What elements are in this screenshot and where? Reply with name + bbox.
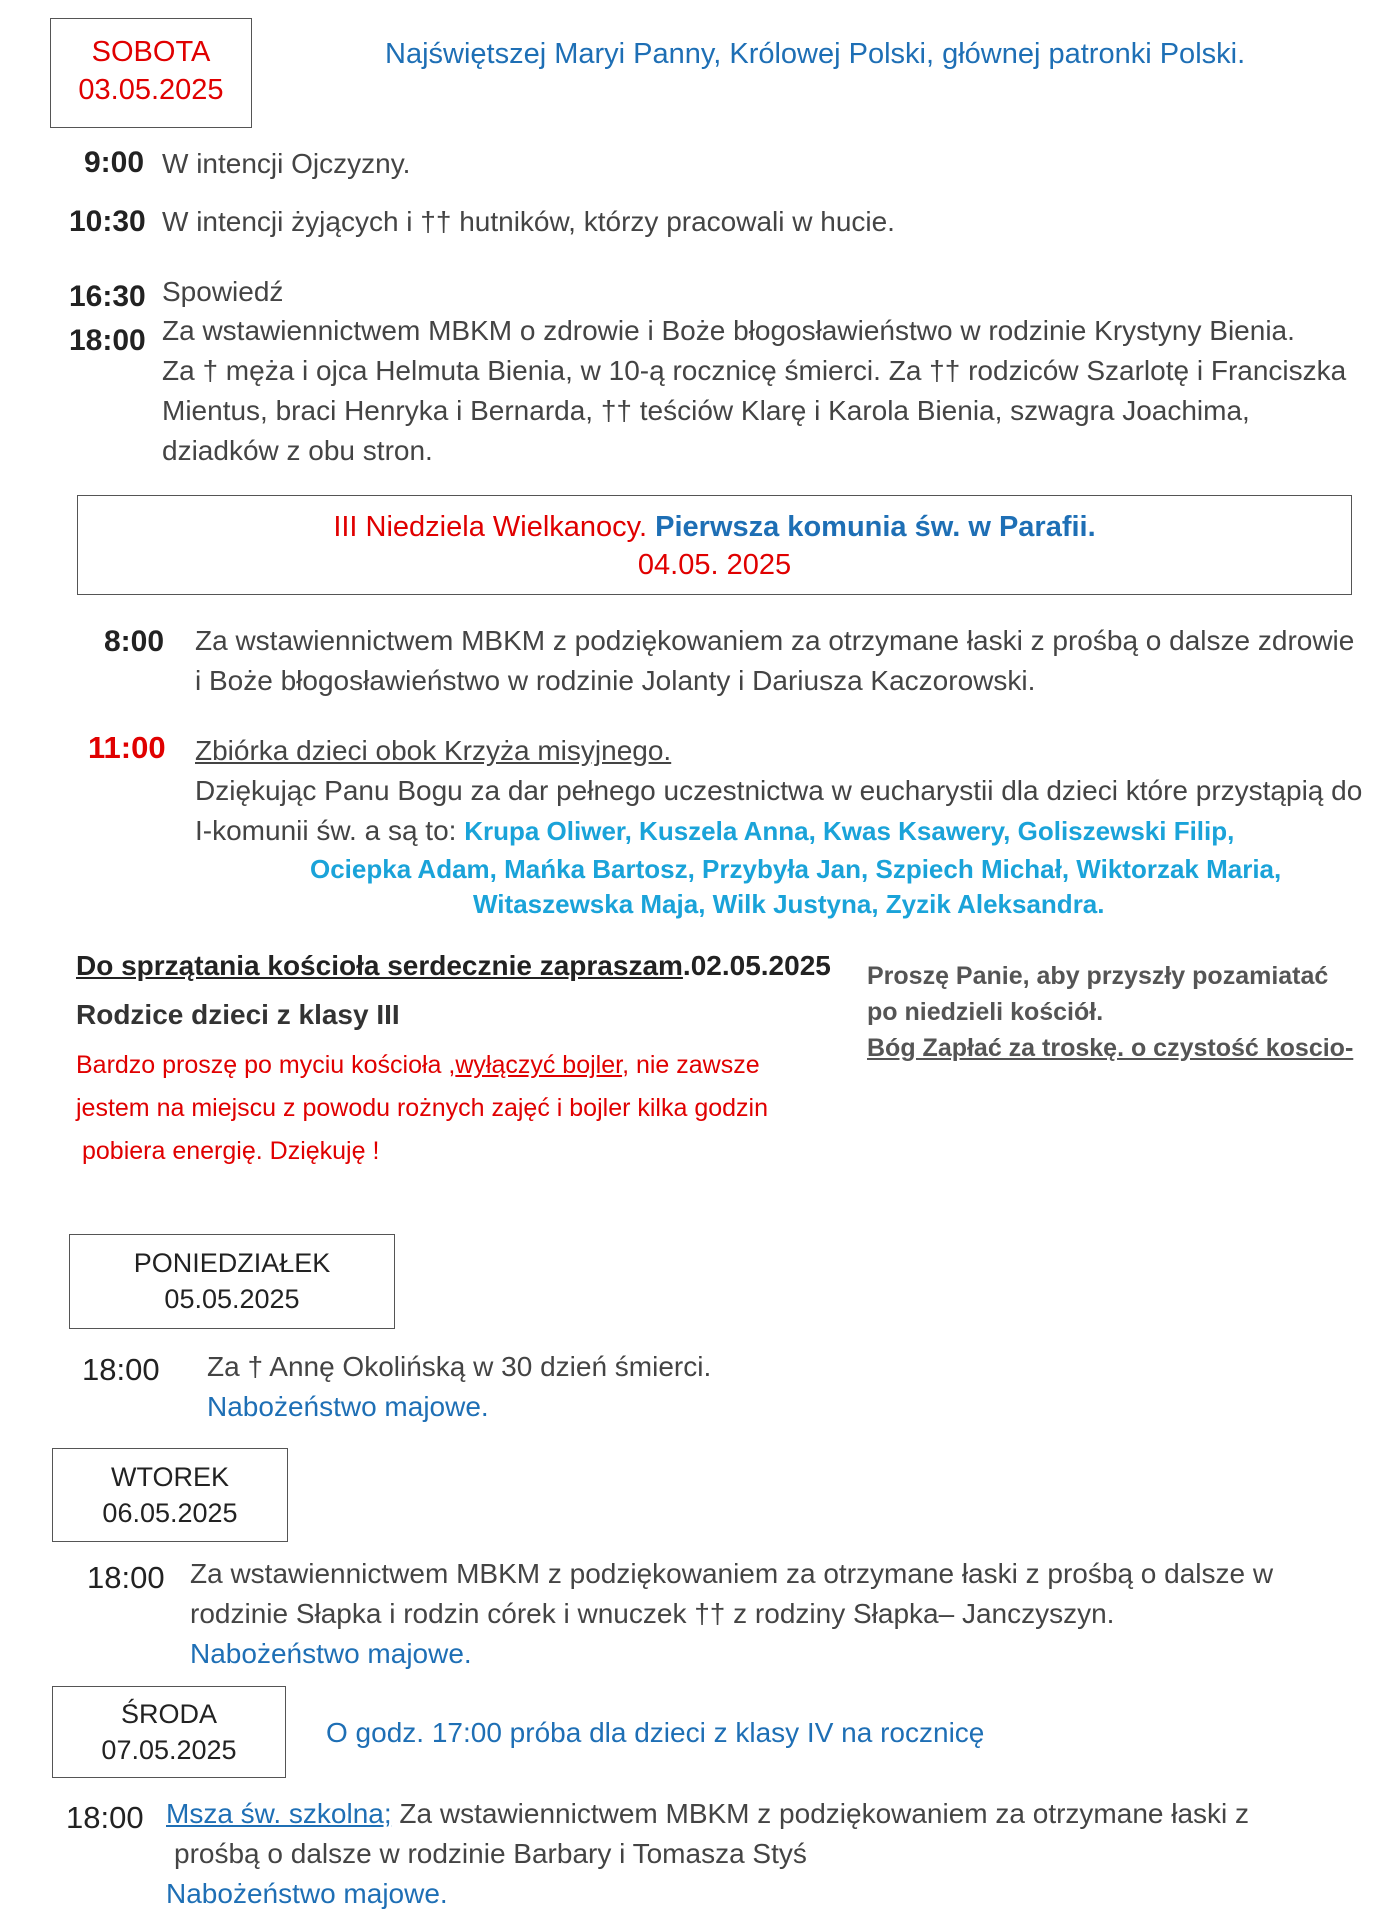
saturday-text-4 [162, 311, 1346, 471]
saturday-text-4-line: dziadków z obu stron. [162, 435, 433, 466]
wednesday-line-2: prośbą o dalsze w rodzinie Barbary i Tomasza Styś [174, 1838, 807, 1869]
sunday-text-11 [195, 731, 1362, 851]
cleaning-notice-line: jestem na miejscu z powodu rożnych zajęć i bojler kilka godzin [76, 1094, 768, 1122]
monday-intention: Za † Annę Okolińską w 30 dzień śmierci. [207, 1351, 712, 1382]
sunday-text-8-line: Za wstawiennictwem MBKM z podziękowaniem za otrzymane łaski z prośbą o dalsze zdrowie [195, 625, 1355, 656]
sunday-header-box [77, 495, 1352, 595]
sunday-title-red: III Niedziela Wielkanocy. [333, 511, 648, 543]
tuesday-date-box [52, 1448, 288, 1542]
wednesday-day: ŚRODA [120, 1699, 218, 1729]
communion-line-1: Dziękując Panu Bogu za dar pełnego uczestnictwa w eucharystii dla dzieci które przystąpią do [195, 775, 1363, 806]
cleaning-notice [76, 1044, 768, 1173]
saturday-time-1: 9:00 [84, 146, 145, 179]
monday-time: 18:00 [82, 1352, 160, 1387]
notice-part: Bardzo proszę po myciu kościoła , [76, 1051, 456, 1079]
saturday-text-4-line: Za wstawiennictwem MBKM o zdrowie i Boże błogosławieństwo w rodzinie Krystyny Bienia. [162, 315, 1295, 346]
notice-boiler: wyłączyć bojler [455, 1051, 623, 1079]
saturday-text-4-line: Za † męża i ojca Helmuta Bienia, w 10-ą rocznicę śmierci. Za †† rodziców Szarlotę i Franciszka [162, 355, 1347, 386]
school-mass-link[interactable]: Msza św. szkolna; [166, 1798, 392, 1829]
saturday-date-box [50, 18, 252, 128]
saturday-text-2: W intencji żyjących i †† hutników, którzy pracowali w hucie. [162, 206, 895, 237]
monday-day: PONIEDZIAŁEK [133, 1248, 331, 1278]
saturday-time-4: 18:00 [69, 324, 146, 357]
tuesday-day: WTOREK [110, 1462, 229, 1492]
tuesday-time: 18:00 [87, 1560, 165, 1595]
cleaning-notice-line: pobiera energię. Dziękuję ! [82, 1137, 380, 1165]
wednesday-note: O godz. 17:00 próba dla dzieci z klasy IV na rocznicę [326, 1717, 985, 1748]
communion-line-2 [195, 811, 1362, 851]
wednesday-text [166, 1794, 1249, 1914]
saturday-text-4-line: Mientus, braci Henryka i Bernarda, †† teściów Klarę i Karola Bienia, szwagra Joachima, [162, 395, 1250, 426]
communion-prefix: I-komunii św. a są to: [195, 815, 457, 846]
tuesday-line: Za wstawiennictwem MBKM z podziękowaniem za otrzymane łaski z prośbą o dalsze w [190, 1558, 1274, 1589]
saturday-feast: Najświętszej Maryi Panny, Królowej Polski, głównej patronki Polski. [385, 38, 1246, 70]
wednesday-line-1-text: Za wstawiennictwem MBKM z podziękowaniem za otrzymane łaski z [391, 1798, 1250, 1829]
tuesday-text [190, 1554, 1273, 1674]
request-line: Proszę Panie, aby przyszły pozamiatać [867, 962, 1329, 990]
monday-date: 05.05.2025 [164, 1284, 300, 1314]
notice-part: , nie zawsze [622, 1051, 760, 1079]
cleaning-invite-text: Do sprzątania kościoła serdecznie zapraszam [76, 950, 683, 981]
saturday-text-1: W intencji Ojczyzny. [162, 148, 411, 179]
tuesday-line: rodzinie Słapka i rodzin córek i wnuczek †† z rodziny Słapka– Janczyszyn. [190, 1598, 1115, 1629]
sunday-text-8-line: i Boże błogosławieństwo w rodzinie Jolanty i Dariusza Kaczorowski. [195, 665, 1036, 696]
thanks-line: Bóg Zapłać za troskę. o czystość koscio- [867, 1034, 1354, 1062]
communion-names-1: Krupa Oliwer, Kuszela Anna, Kwas Ksawery, Goliszewski Filip, [464, 816, 1235, 846]
wednesday-time: 18:00 [66, 1800, 144, 1835]
saturday-date: 03.05.2025 [78, 74, 224, 106]
sunday-time-8: 8:00 [104, 625, 165, 658]
sunday-title [78, 508, 1351, 546]
wednesday-service: Nabożeństwo majowe. [166, 1878, 448, 1909]
cleaning-group: Rodzice dzieci z klasy III [76, 999, 400, 1030]
cleaning-invite-date: .02.05.2025 [682, 950, 831, 981]
cleaning-request [867, 958, 1353, 1066]
sunday-title-blue: Pierwsza komunia św. w Parafii. [655, 511, 1096, 543]
wednesday-date-box [52, 1686, 286, 1778]
communion-names-2: Ociepka Adam, Mańka Bartosz, Przybyła Jan, Szpiech Michał, Wiktorzak Maria, [310, 854, 1282, 884]
saturday-day: SOBOTA [91, 36, 211, 68]
tuesday-date: 06.05.2025 [102, 1498, 238, 1528]
sunday-time-11: 11:00 [88, 730, 166, 765]
sunday-text-8 [195, 621, 1354, 701]
tuesday-service: Nabożeństwo majowe. [190, 1638, 472, 1669]
wednesday-line-1 [166, 1794, 1249, 1834]
gathering-heading: Zbiórka dzieci obok Krzyża misyjnego. [195, 735, 672, 766]
communion-names-3: Witaszewska Maja, Wilk Justyna, Zyzik Aleksandra. [473, 889, 1105, 919]
saturday-time-2: 10:30 [69, 205, 146, 238]
sunday-date: 04.05. 2025 [637, 549, 792, 581]
cleaning-invite [76, 950, 831, 982]
monday-service: Nabożeństwo majowe. [207, 1391, 489, 1422]
cleaning-notice-line [76, 1044, 768, 1087]
monday-text [207, 1347, 711, 1427]
monday-date-box [69, 1234, 395, 1329]
wednesday-date: 07.05.2025 [101, 1735, 237, 1765]
saturday-time-3: 16:30 [69, 280, 146, 313]
request-line: po niedzieli kościół. [867, 998, 1104, 1026]
saturday-text-3: Spowiedź [162, 276, 284, 307]
